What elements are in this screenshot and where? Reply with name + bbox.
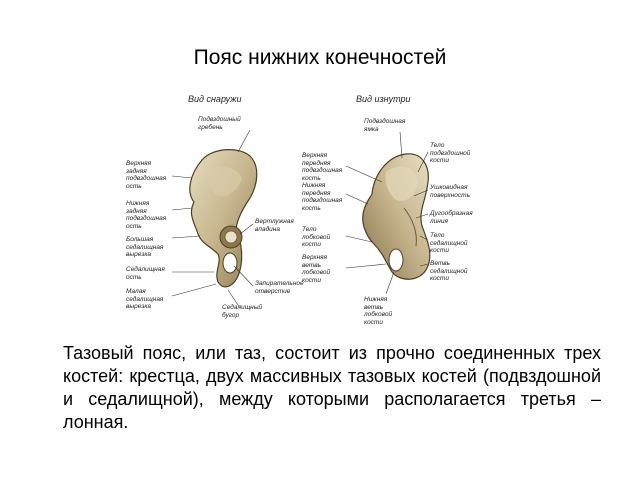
label-greater-sciatic-notch: Большая седалищная вырезка [126,236,164,258]
label-pubic-upper-branch: Верхняя ветвь лобковой кости [302,254,331,284]
label-ischial-branch: Ветвь седалищной кости [430,260,468,282]
label-iliac-body: Тело подвздошной кости [430,142,471,164]
label-auricular-surface: Ушковидная поверхность [430,184,470,199]
label-arcuate-line: Дугообразная линия [430,210,473,225]
label-obturator-foramen: Запирательное отверстие [255,280,304,295]
label-upper-anterior-iliac-spine: Верхняя передняя подвздошная кость [302,152,343,182]
label-lower-anterior-iliac-spine: Нижняя передняя подвздошная кость [302,182,343,212]
label-iliac-crest: Подвздошный гребень [198,116,241,131]
slide-body-text: Тазовый пояс, или таз, состоит из прочно соединенных трех костей: крестца, двух массивных тазовых костей (подвздошной и седалищной), между которыми располагается третья – лонная. [63,343,601,432]
label-lesser-sciatic-notch: Малая седалищная вырезка [126,288,164,310]
label-lower-posterior-iliac-spine: Нижняя задняя подвздошная ость [126,200,167,230]
label-ischial-spine: Седалищная ость [126,266,165,281]
pelvic-bone-diagram [110,86,510,336]
label-ischial-tuberosity: Седалищный бугор [222,304,263,319]
label-acetabulum: Вертлужная впадина [255,218,294,233]
label-pubic-body: Тело лобковой кости [302,226,331,248]
label-upper-posterior-iliac-spine: Верхняя задняя подвздошная ость [126,160,167,190]
hip-bone-outer-view [190,150,257,287]
outer-view-caption: Вид снаружи [188,94,242,104]
label-pubic-lower-branch: Нижняя ветвь лобковой кости [364,296,393,326]
label-iliac-fossa: Подвздошная ямка [364,118,406,133]
inner-view-caption: Вид изнутри [356,94,411,104]
label-ischial-body: Тело седалищной кости [430,232,468,254]
slide-title: Пояс нижних конечностей [193,46,447,69]
